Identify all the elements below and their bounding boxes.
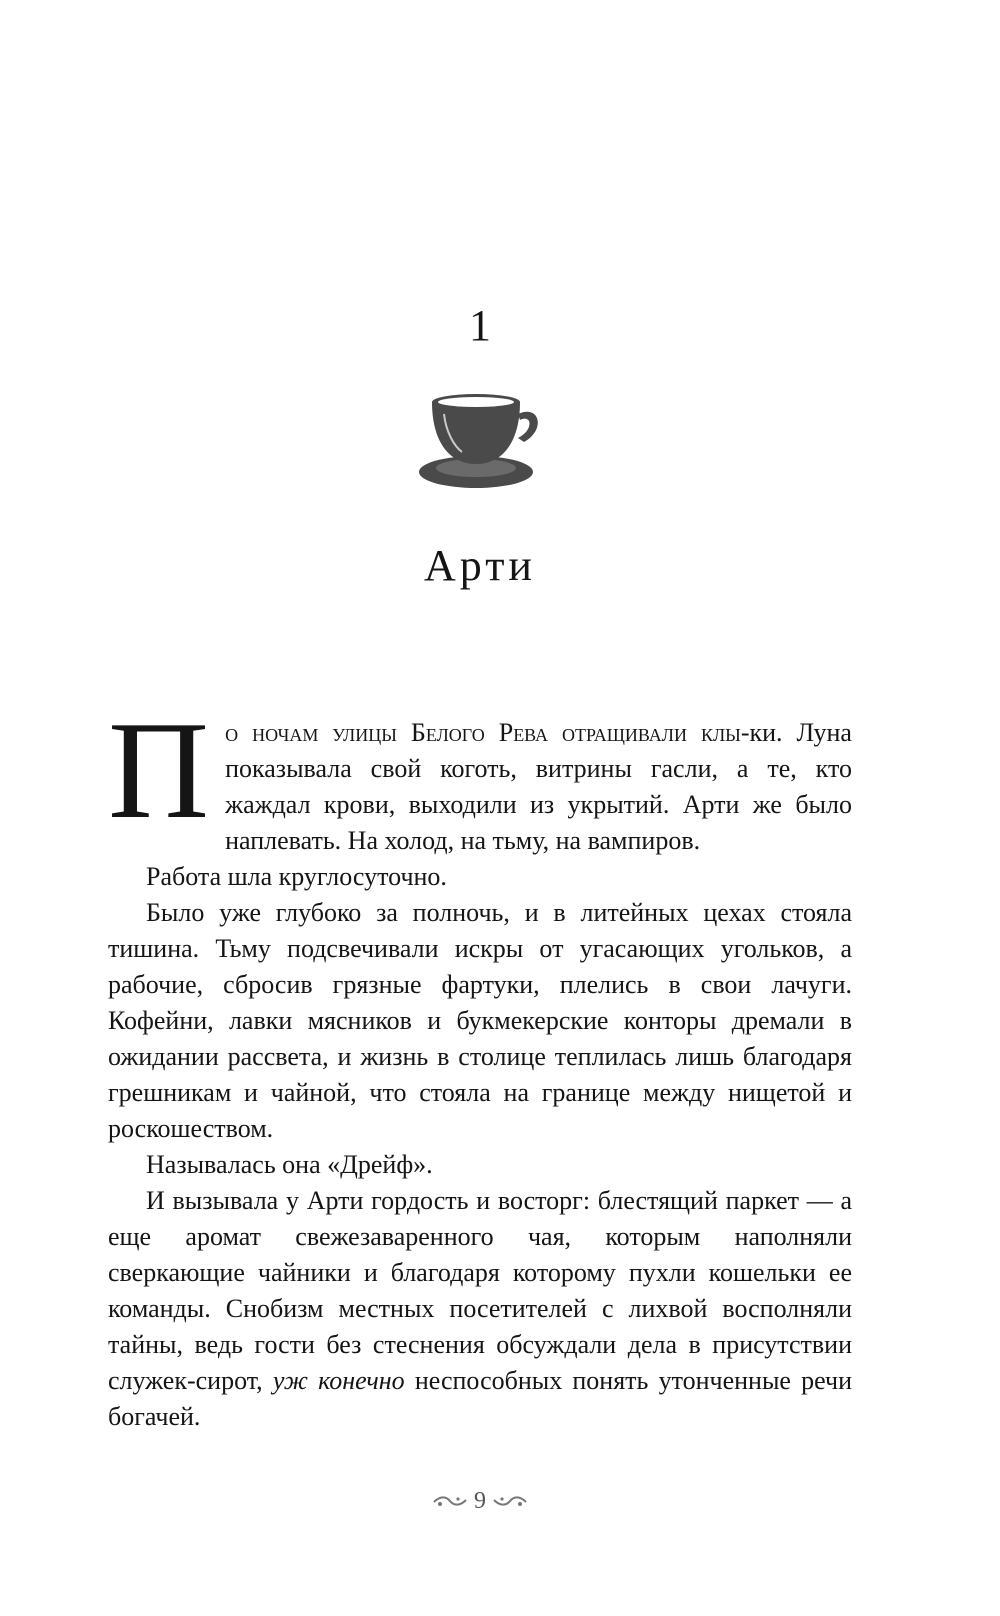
paragraph-4: Называлась она «Дрейф». bbox=[146, 1150, 433, 1179]
right-ornament-icon bbox=[492, 1495, 528, 1509]
chapter-number: 1 bbox=[469, 301, 491, 350]
paragraph-1 bbox=[108, 693, 852, 859]
paragraph-3: Было уже глубоко за полночь, и в литейных цехах стояла тишина. Тьму подсвечивали искры от угасающих угольков, а рабочие, сбросив грязные фартуки, плелись в свои лачуги. Кофейни, лавки мясников и букмекерские конторы дремали в ожидании рассвета, и жизнь в столице теплилась лишь благодаря грешникам и чайной, что стояла на границе между нищетой и роскошеством. bbox=[108, 898, 852, 1143]
paragraph-5 bbox=[108, 1183, 852, 1435]
paragraph-1-text: ки. Луна показывала свой коготь, витрины гасли, а те, кто жаждал крови, выходили из укрытий. Арти же было наплевать. На холод, на тьму, на вампиров. bbox=[225, 718, 852, 855]
page-footer bbox=[0, 1488, 960, 1515]
paragraph-5-end: неспособных понять утонченные речи богачей. bbox=[108, 1366, 853, 1431]
chapter-title: Арти bbox=[424, 541, 536, 590]
paragraph-5-text: И вызывала у Арти гордость и восторг: блестящий паркет — а еще аромат свежезаваренного чая, которым наполняли сверкающие чайники и благодаря которому пухли кошельки ее команды. Снобизм местных посетителей с лихвой восполняли тайны, ведь гости без стеснения обсуждали дела в присутствии служек-сирот, bbox=[108, 1186, 852, 1395]
drop-cap: П bbox=[108, 693, 210, 848]
paragraph-2: Работа шла круглосуточно. bbox=[146, 862, 447, 891]
italic-phrase: уж конечно bbox=[272, 1366, 405, 1395]
chapter-body bbox=[108, 693, 853, 1435]
teacup-icon bbox=[418, 392, 542, 496]
left-ornament-icon bbox=[432, 1495, 468, 1509]
opening-smallcaps: о ночам улицы Белого Рева отращивали клы- bbox=[225, 718, 750, 747]
page-number: 9 bbox=[474, 1488, 486, 1514]
